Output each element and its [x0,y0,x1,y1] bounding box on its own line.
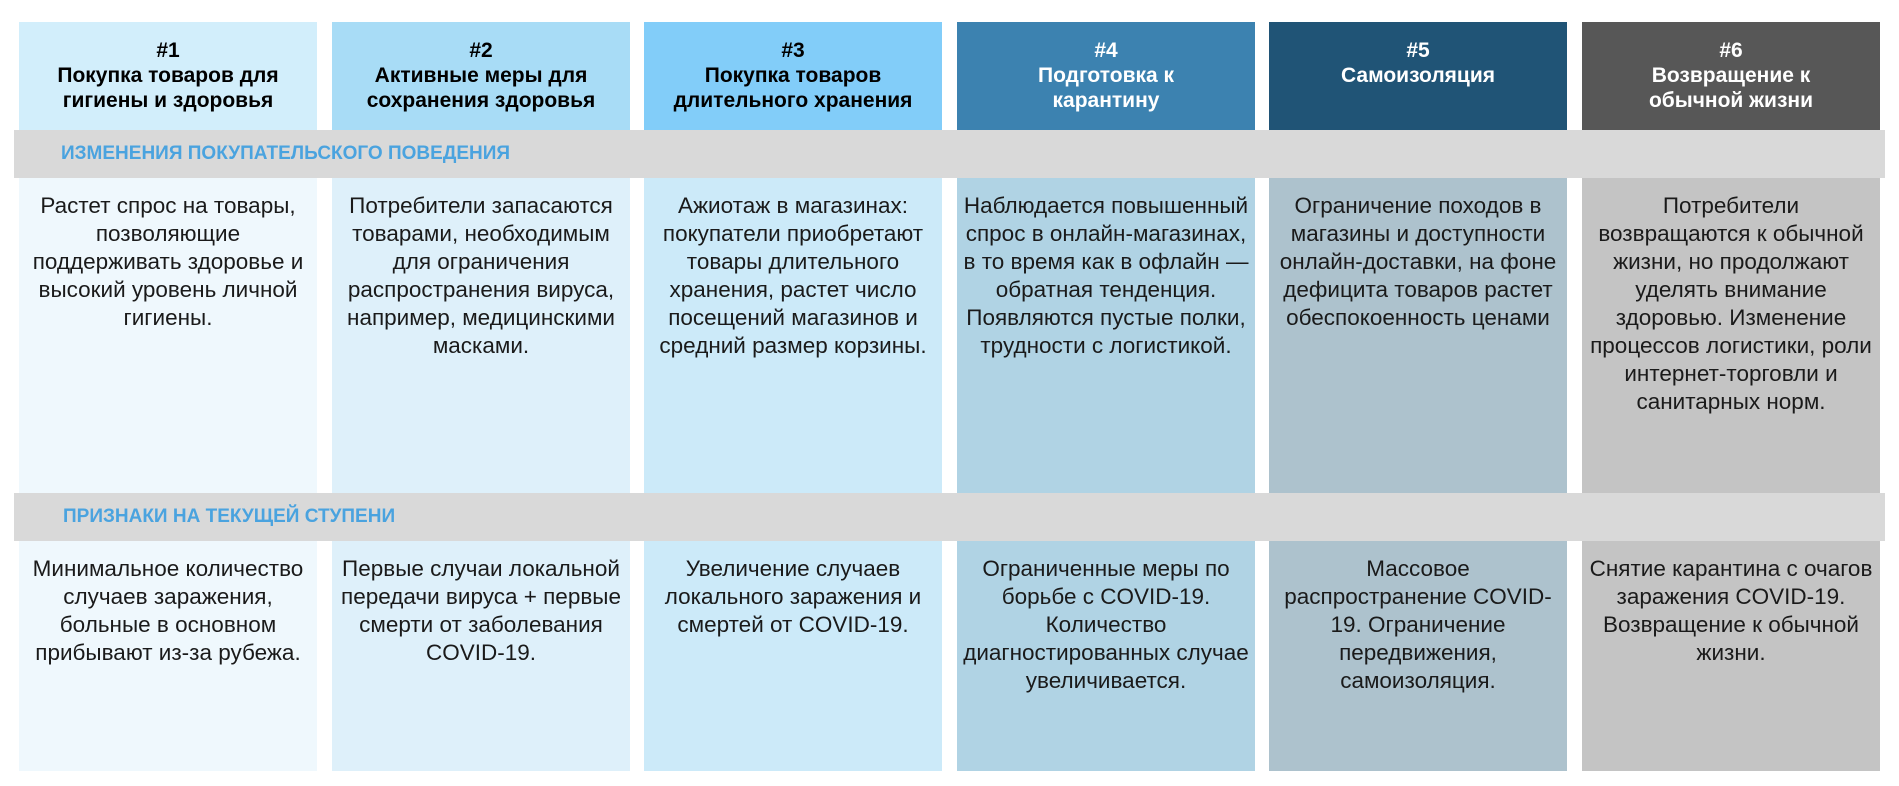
behavior-section-band: ИЗМЕНЕНИЯ ПОКУПАТЕЛЬСКОГО ПОВЕДЕНИЯ [14,130,1885,178]
stage-2-title: Активные меры для сохранения здоровья [366,64,596,112]
stage-1-title: Покупка товаров для гигиены и здоровья [57,64,279,112]
stage-6-behavior: Потребители возвращаются к обычной жизни, но продолжают уделять внимание здоровью. Изменение процессов логистики, роли интернет-торговли и санитарных норм. [1582,178,1880,493]
stage-1-number: #1 [156,39,180,62]
stage-2-behavior: Потребители запасаются товарами, необходимым для ограничения распространения вируса, например, медицинскими масками. [332,178,630,493]
stage-4-header [957,22,1255,130]
stage-1-behavior: Растет спрос на товары, позволяющие поддерживать здоровье и высокий уровень личной гигиены. [19,178,317,493]
stage-5-header [1269,22,1567,130]
stage-2-number: #2 [469,39,493,62]
stage-6-header [1582,22,1880,130]
stage-4-behavior: Наблюдается повышенный спрос в онлайн-магазинах, в то время как в офлайн — обратная тенденция. Появляются пустые полки, трудности с логистикой. [957,178,1255,493]
signs-section-band: ПРИЗНАКИ НА ТЕКУЩЕЙ СТУПЕНИ [14,493,1885,541]
stage-6-number: #6 [1719,39,1743,62]
stage-5-behavior: Ограничение походов в магазины и доступности онлайн-доставки, на фоне дефицита товаров растет обеспокоенность ценами [1269,178,1567,493]
stage-3-title: Покупка товаров длительного хранения [673,64,913,112]
stage-6-title: Возвращение к обычной жизни [1648,64,1813,112]
stage-3-behavior: Ажиотаж в магазинах: покупатели приобретают товары длительного хранения, растет число посещений магазинов и средний размер корзины. [644,178,942,493]
stage-2-header [332,22,630,130]
stage-3-header [644,22,942,130]
stage-1-header [19,22,317,130]
stage-2-signs: Первые случаи локальной передачи вируса + первые смерти от заболевания COVID-19. [332,541,630,771]
stage-4-title: Подготовка к карантину [1037,64,1175,112]
stage-5-number: #5 [1406,39,1430,62]
stage-3-number: #3 [781,39,805,62]
stage-5-title: Самоизоляция [1341,64,1495,87]
stage-4-signs: Ограниченные меры по борьбе с COVID-19. Количество диагностированных случае увеличивается. [957,541,1255,771]
stage-4-number: #4 [1094,39,1118,62]
stage-3-signs: Увеличение случаев локального заражения и смертей от COVID-19. [644,541,942,771]
stage-5-signs: Массовое распространение COVID-19. Ограничение передвижения, самоизоляция. [1269,541,1567,771]
stage-6-signs: Снятие карантина с очагов заражения COVID-19. Возвращение к обычной жизни. [1582,541,1880,771]
stage-1-signs: Минимальное количество случаев заражения, больные в основном прибывают из-за рубежа. [19,541,317,771]
